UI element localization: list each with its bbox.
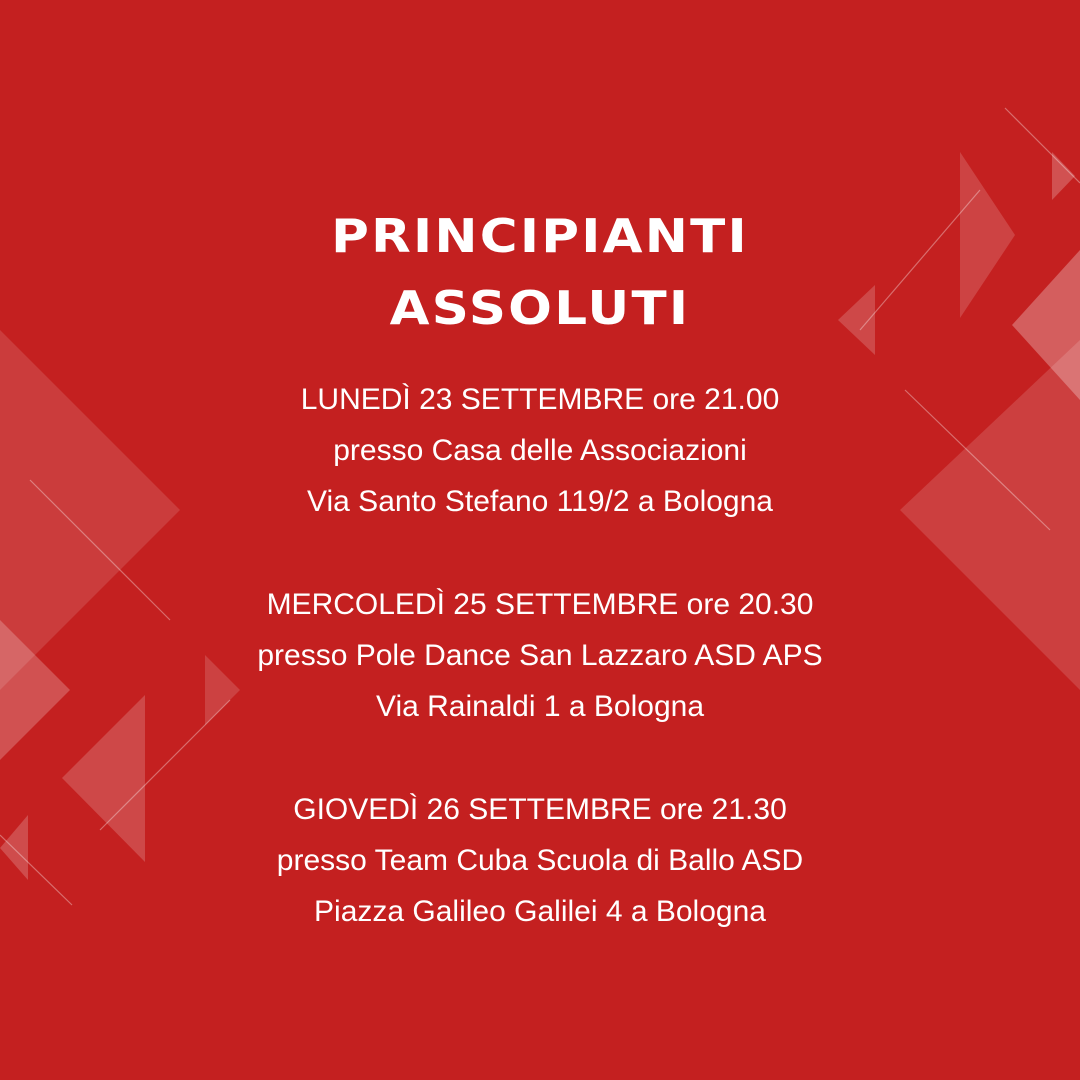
event-address: Piazza Galileo Galilei 4 a Bologna — [314, 895, 766, 928]
event-list — [0, 374, 1080, 989]
event-venue: presso Team Cuba Scuola di Ballo ASD — [276, 844, 804, 877]
event-date: GIOVEDÌ 26 SETTEMBRE ore 21.30 — [293, 793, 787, 826]
right-diagonal-line-1 — [1005, 108, 1080, 183]
event-address: Via Rainaldi 1 a Bologna — [375, 690, 705, 723]
event-address: Via Santo Stefano 119/2 a Bologna — [307, 485, 773, 518]
title-line-1: PRINCIPIANTI — [331, 209, 749, 263]
event-item — [0, 579, 1080, 732]
event-venue: presso Pole Dance San Lazzaro ASD APS — [257, 639, 823, 672]
event-date: LUNEDÌ 23 SETTEMBRE ore 21.00 — [300, 383, 780, 416]
event-venue: presso Casa delle Associazioni — [333, 434, 747, 467]
poster-title — [0, 200, 1080, 344]
event-item — [0, 374, 1080, 527]
event-date: MERCOLEDÌ 25 SETTEMBRE ore 20.30 — [266, 588, 814, 621]
event-item — [0, 784, 1080, 937]
title-line-2: ASSOLUTI — [389, 281, 691, 335]
